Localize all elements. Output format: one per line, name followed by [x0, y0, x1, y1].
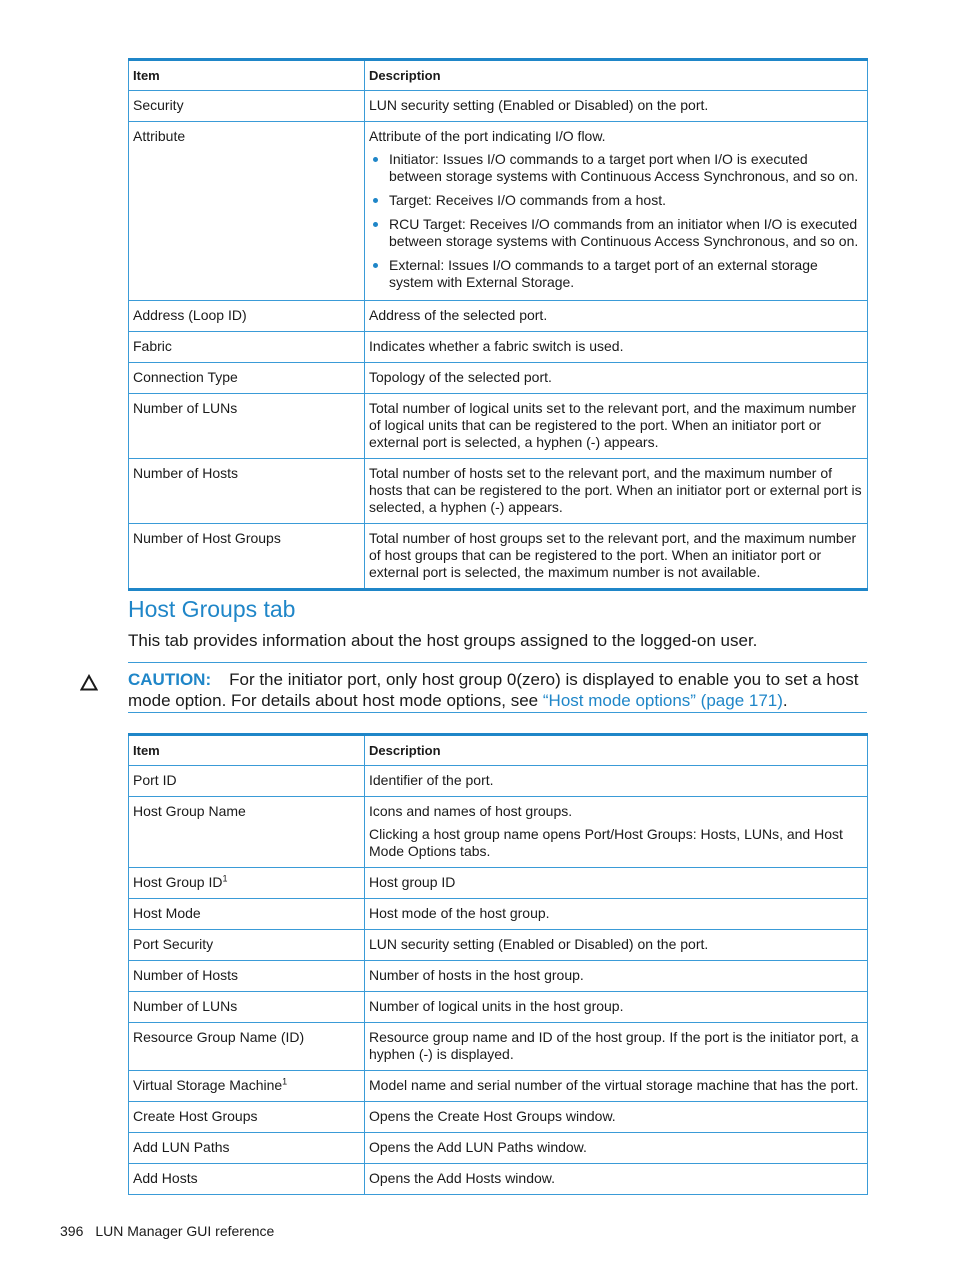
description-cell: LUN security setting (Enabled or Disabled) on the port. — [365, 91, 868, 122]
list-item: External: Issues I/O commands to a target port of an external storage system with External Storage. — [389, 257, 863, 291]
column-header-item: Item — [129, 60, 365, 91]
table-header-row — [129, 60, 868, 91]
table-row — [129, 524, 868, 590]
caution-icon — [80, 674, 98, 691]
item-cell — [129, 868, 365, 899]
table-row — [129, 797, 868, 868]
table-row — [129, 899, 868, 930]
item-cell: Number of LUNs — [129, 394, 365, 459]
table-row — [129, 992, 868, 1023]
item-cell: Connection Type — [129, 363, 365, 394]
description-cell: Topology of the selected port. — [365, 363, 868, 394]
item-cell: Port ID — [129, 766, 365, 797]
table-row — [129, 363, 868, 394]
footer-section-title: LUN Manager GUI reference — [95, 1223, 275, 1239]
table-row — [129, 1071, 868, 1102]
caution-label: CAUTION: — [128, 670, 212, 689]
caution-text-end: . — [782, 691, 788, 710]
item-cell: Number of Hosts — [129, 961, 365, 992]
footnote-marker: 1 — [282, 1076, 288, 1087]
list-item: Initiator: Issues I/O commands to a target port when I/O is executed between storage systems with Continuous Access Synchronous, and so on. — [389, 151, 863, 185]
list-item: Target: Receives I/O commands from a host. — [389, 192, 863, 209]
item-cell: Security — [129, 91, 365, 122]
table-header-row — [129, 735, 868, 766]
description-text: Attribute of the port indicating I/O flow. — [369, 128, 606, 144]
item-cell: Port Security — [129, 930, 365, 961]
host-mode-options-link[interactable]: “Host mode options” (page 171) — [542, 691, 783, 710]
item-cell — [129, 1071, 365, 1102]
column-header-item: Item — [129, 735, 365, 766]
description-text-2: Clicking a host group name opens Port/Host Groups: Hosts, LUNs, and Host Mode Options tabs. — [369, 826, 843, 859]
table-row — [129, 301, 868, 332]
description-cell: Opens the Create Host Groups window. — [365, 1102, 868, 1133]
table-row — [129, 459, 868, 524]
description-text: Icons and names of host groups. — [369, 803, 573, 819]
column-header-description: Description — [365, 60, 868, 91]
item-cell: Add Hosts — [129, 1164, 365, 1195]
description-cell — [365, 797, 868, 868]
table-row — [129, 868, 868, 899]
description-cell: Opens the Add Hosts window. — [365, 1164, 868, 1195]
port-attributes-table — [128, 58, 868, 591]
description-cell: Total number of host groups set to the relevant port, and the maximum number of host groups that can be registered to the port. When an initiator port or external port is selected, the maximum number is not available. — [365, 524, 868, 590]
description-cell: Host group ID — [365, 868, 868, 899]
table-row — [129, 766, 868, 797]
description-cell: Host mode of the host group. — [365, 899, 868, 930]
caution-note — [128, 662, 867, 713]
description-cell: Resource group name and ID of the host group. If the port is the initiator port, a hyphen (-) is displayed. — [365, 1023, 868, 1071]
table-row — [129, 91, 868, 122]
bullet-list — [369, 151, 863, 291]
item-cell: Number of Hosts — [129, 459, 365, 524]
table-row — [129, 1023, 868, 1071]
item-cell: Number of Host Groups — [129, 524, 365, 590]
description-cell: LUN security setting (Enabled or Disabled) on the port. — [365, 930, 868, 961]
list-item: RCU Target: Receives I/O commands from an initiator when I/O is executed between storage systems with Continuous Access Synchronous, and so on. — [389, 216, 863, 250]
description-cell: Total number of hosts set to the relevant port, and the maximum number of hosts that can be registered to the port. When an initiator port or external port is selected, a hyphen (-) appears. — [365, 459, 868, 524]
description-cell: Number of logical units in the host group. — [365, 992, 868, 1023]
description-cell — [365, 122, 868, 301]
caution-text: For the initiator port, only host group 0(zero) is displayed to enable you to set a host mode option. For details about host mode options, see — [128, 670, 859, 710]
item-label: Host Group ID — [133, 874, 223, 890]
description-cell: Number of hosts in the host group. — [365, 961, 868, 992]
description-cell: Indicates whether a fabric switch is used. — [365, 332, 868, 363]
item-cell: Add LUN Paths — [129, 1133, 365, 1164]
table-row — [129, 1164, 868, 1195]
section-title: Host Groups tab — [128, 596, 296, 622]
description-cell: Address of the selected port. — [365, 301, 868, 332]
page-number: 396 — [60, 1223, 84, 1239]
description-cell: Total number of logical units set to the relevant port, and the maximum number of logical units that can be registered to the port. When an initiator port or external port is selected, a hyphen (-) appears. — [365, 394, 868, 459]
table-row — [129, 930, 868, 961]
section-intro: This tab provides information about the host groups assigned to the logged-on user. — [128, 631, 758, 650]
item-cell: Number of LUNs — [129, 992, 365, 1023]
item-cell: Create Host Groups — [129, 1102, 365, 1133]
item-cell: Host Mode — [129, 899, 365, 930]
description-cell: Identifier of the port. — [365, 766, 868, 797]
table-row — [129, 394, 868, 459]
column-header-description: Description — [365, 735, 868, 766]
description-cell: Opens the Add LUN Paths window. — [365, 1133, 868, 1164]
description-cell: Model name and serial number of the virtual storage machine that has the port. — [365, 1071, 868, 1102]
footnote-marker: 1 — [222, 873, 228, 884]
table-row — [129, 1133, 868, 1164]
table-row — [129, 961, 868, 992]
item-cell: Attribute — [129, 122, 365, 301]
item-cell: Address (Loop ID) — [129, 301, 365, 332]
item-cell: Resource Group Name (ID) — [129, 1023, 365, 1071]
table-row — [129, 1102, 868, 1133]
table-row — [129, 332, 868, 363]
host-groups-table — [128, 733, 868, 1195]
item-cell: Host Group Name — [129, 797, 365, 868]
item-cell: Fabric — [129, 332, 365, 363]
item-label: Virtual Storage Machine — [133, 1077, 283, 1093]
page-footer — [60, 1223, 274, 1239]
table-row — [129, 122, 868, 301]
